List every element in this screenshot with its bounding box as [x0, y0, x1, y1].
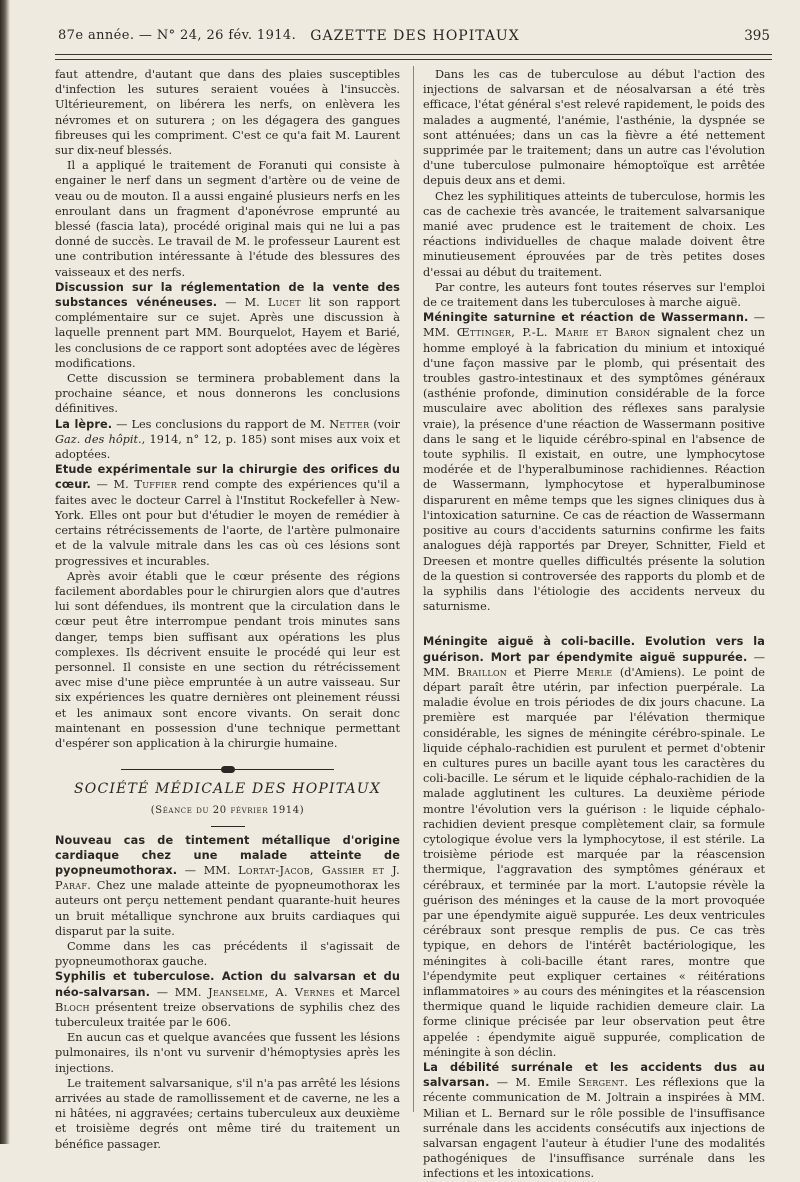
article-heading: Méningite aiguë à coli-bacille. Evolution vers la guérison. Mort par épendymite aiguë suppurée. [423, 635, 765, 664]
author-name: Tuffier [134, 478, 177, 492]
page-number: 395 [744, 28, 770, 44]
article-heading: La lèpre. [55, 417, 113, 431]
article-heading: Syphilis et tuberculose. Action du salvarsan et du néo-salvarsan. [55, 970, 400, 999]
article-heading: Nouveau cas de tintement métallique d'origine cardiaque chez une malade atteinte de pyopneumothorax. [55, 833, 400, 877]
session-date: (Séance du 20 février 1914) [150, 805, 305, 817]
paragraph: Il a appliqué le traitement de Foranuti qui consiste à engainer le nerf dans un segment d'artère ou de veine de veau ou de mouton. Il a aussi engainé plusieurs nerfs en les enroulant dans un fragment d'aponévrose emprunté au blessé (fascia lata), procédé original mais qui ne lui a pas donné de succès. Le travail de M. le professeur Laurent est une contribution intéressante à l'étude des blessures des vaisseaux et des nerfs. [55, 159, 400, 279]
article-syphilis-tuberculose: Syphilis et tuberculose. Action du salvarsan et du néo-salvarsan. — MM. Jeanselme, A. Vernes et Marcel Bloch présentent treize observations de syphilis chez des tuberculeux traitée par le 606. [55, 970, 400, 1029]
author-name: Lucet [267, 296, 301, 310]
author-name: Bloch [55, 1000, 90, 1014]
issue-info: 87e année. — N° 24, 26 fév. 1914. [58, 28, 297, 43]
article-chirurgie-coeur: Etude expérimentale sur la chirurgie des orifices du cœur. — M. Tuffier rend compte des expériences qu'il a faites avec le docteur Carrel à l'Institut Rockefeller à New-York. Elles ont pour but d'étudier le moyen de remédier à certains rétrécissements de l'aorte, de l'artère pulmonaire et de la valvule mitrale dans les cas où ces lésions sont progressives et incurables. [55, 463, 400, 568]
article-tintement-metallique: Nouveau cas de tintement métallique d'origine cardiaque chez une malade atteinte de pyopneumothorax. — MM. Lortat-Jacob, Gassier et J. Paraf. Chez une malade atteinte de pyopneumothorax les auteurs ont perçu nettement pendant quarante-huit heures un bruit métallique synchrone aux bruits cardiaques qui disparut par la suite. [55, 833, 400, 938]
paragraph: Comme dans les cas précédents il s'agissait de pyopneumothorax gauche. [55, 939, 400, 969]
article-heading: La débilité surrénale et les accidents dus au salvarsan. [423, 1061, 765, 1090]
header-rule-thick [55, 54, 772, 55]
article-heading: Etude expérimentale sur la chirurgie des orifices du cœur. [55, 463, 400, 492]
article-heading: Méningite saturnine et réaction de Wassermann. [423, 311, 749, 325]
article-substances-veneneuses: Discussion sur la réglementation de la vente des substances vénéneuses. — M. Lucet lit son rapport complémentaire sur ce sujet. Après une discussion à laquelle prennent part MM. Bourquelot, Hayem et Barié, les conclusions de ce rapport sont adoptées avec de légères modifications. [55, 280, 400, 370]
page-header [58, 28, 772, 48]
paragraph: Chez les syphilitiques atteints de tuberculose, hormis les cas de cachexie très avancée, le traitement salvarsanique manié avec prudence est le traitement de choix. Les réactions individuelles de chaque malade doivent être minutieusement éprouvées par de très petites doses d'essai au début du traitement. [423, 189, 765, 279]
article-meningite-coli-bacille: Méningite aiguë à coli-bacille. Evolution vers la guérison. Mort par épendymite aiguë suppurée. — MM. Braillon et Pierre Merle (d'Amiens). Le point de départ paraît être utérin, par infection puerpérale. La maladie évolue en trois périodes de dix jours chacune. La première est marquée par l'élévation thermique considérable, les signes de méningite cérébro-spinale. Le liquide céphalo-rachidien est purulent et permet d'obtenir en cultures pures un bacille ayant tous les caractères du coli-bacille. Le sérum et le liquide céphalo-rachidien de la malade agglutinent les cultures. La deuxième période montre l'évolution vers la guérison : le liquide céphalo-rachidien devient presque complètement clair, sa formule cytologique évolue vers la lymphocytose, il est stérile. La troisième période est marquée par la réascension thermique, l'aggravation des symptômes généraux et cérébraux, et terminée par la mort. L'autopsie révèle la guérison des méninges et la cause de la mort provoquée par une épendymite aiguë suppurée. Les deux ventricules cérébraux sont presque remplis de pus. Ce cas très typique, en dehors de l'intérêt bactériologique, les méningites à coli-bacille étant rares, montre que l'épendymite peut expliquer certaines « réitérations inflammatoires » au cours des méningites et la réascension thermique quand le liquide rachidien demeure clair. La forme clinique précisée par leur observation peut être appelée : épendymite aiguë suppurée, complication de méningite à son déclin. [423, 635, 765, 1059]
author-names: Œttinger, P.-L. Marie et Baron [456, 326, 651, 340]
paragraph: Après avoir établi que le cœur présente des régions facilement abordables pour le chirurgien alors que d'autres lui sont défendues, ils montrent que la circulation dans le cœur peut être interrompue pendant trois minutes sans danger, temps bien suffisant aux opérations les plus complexes. Ils décrivent ensuite le procédé qui leur est personnel. Il consiste en une section du rétrécissement avec mise d'une pièce empruntée à un autre vaisseau. Sur six expériences les quatre dernières ont pleinement réussi et les animaux sont encore vivants. On serait donc maintenant en possession d'une technique permettant d'espérer son application à la chirurgie humaine. [55, 569, 400, 750]
article-debilite-surrenale: La débilité surrénale et les accidents dus au salvarsan. — M. Emile Sergent. Les réflexions que la récente communication de M. Joltrain a inspirées à MM. Milian et L. Bernard sur le rôle possible de l'insuffisance surrénale dans les accidents consécutifs aux injections de salvarsan engagent l'auteur à étudier l'une des modalités pathogéniques de l'insuffisance surrénale dans les infections et les intoxications. [423, 1061, 765, 1181]
author-name: Sergent [578, 1076, 625, 1090]
column-divider [413, 66, 414, 1112]
journal-title: GAZETTE DES HOPITAUX [310, 28, 520, 44]
header-rule-thin [55, 59, 772, 60]
page-binding-shadow [0, 0, 10, 1144]
paragraph: Cette discussion se terminera probablement dans la prochaine séance, et nous donnerons les conclusions définitives. [55, 372, 400, 416]
author-name: Braillon [457, 665, 508, 679]
journal-reference: Gaz. des hôpit. [55, 432, 142, 446]
author-names: Lortat-Jacob, Gassier et J. Paraf. [55, 863, 400, 893]
article-meningite-saturnine: Méningite saturnine et réaction de Wassermann. — MM. Œttinger, P.-L. Marie et Baron signalent chez un homme employé à la fabrication du minium et intoxiqué d'une façon massive par le plomb, qui présentait des troubles gastro-intestinaux et des symptômes généraux (asthénie profonde, diminution considérable de la force musculaire avec abolition des réflexes sans paralysie vraie), la présence d'une réaction de Wassermann positive dans le sang et le liquide cérébro-spinal en l'absence de toute syphilis. Il existait, en outre, une lymphocytose modérée et de l'hyperalbuminose rachidiennes. Réaction de Wassermann, lymphocytose et hyperalbuminose disparurent en même temps que les signes cliniques dus à l'intoxication saturnine. Ce cas de réaction de Wassermann positive au cours d'accidents saturnins confirme les faits analogues déjà rapportés par Dreyer, Schnitter, Field et Dreesen et montre quelles difficultés présente la solution de la question si controversée des rapports du plomb et de la syphilis dans l'étiologie des accidents nerveux du saturnisme. [423, 311, 765, 614]
paragraph: Le traitement salvarsanique, s'il n'a pas arrêté les lésions arrivées au stade de ramollissement et de caverne, ne les a ni hâtées, ni aggravées; certains tuberculeux aux deuxième et troisième degrés ont même tiré du traitement un bénéfice passager. [55, 1076, 400, 1151]
article-heading: Discussion sur la réglementation de la vente des substances vénéneuses. [55, 280, 400, 310]
short-divider [211, 826, 245, 827]
left-column [55, 67, 400, 1152]
author-name: Merle [576, 665, 613, 679]
paragraph: Par contre, les auteurs font toutes réserves sur l'emploi de ce traitement dans les tuberculoses à marche aiguë. [423, 280, 765, 310]
right-column [423, 67, 765, 1182]
section-ornament [55, 766, 400, 772]
society-heading: SOCIÉTÉ MÉDICALE DES HOPITAUX [73, 781, 381, 798]
author-name: Netter [329, 417, 370, 431]
article-lepre: La lèpre. — Les conclusions du rapport de M. Netter (voir Gaz. des hôpit., 1914, n° 12, p. 185) sont mises aux voix et adoptées. [55, 417, 400, 462]
author-names: Jeanselme, A. Vernes [208, 985, 336, 999]
paragraph: En aucun cas et quelque avancées que fussent les lésions pulmonaires, ils n'ont vu survenir d'hémoptysies après les injections. [55, 1031, 400, 1075]
paragraph: Dans les cas de tuberculose au début l'action des injections de salvarsan et de néosalvarsan a été très efficace, l'état général s'est relevé rapidement, le poids des malades a augmenté, l'anémie, l'asthénie, la dyspnée se sont atténuées; dans un cas la fièvre a été nettement supprimée par le traitement; dans un autre cas l'évolution d'une tuberculose pulmonaire hémoptoïque est arrêtée depuis deux ans et demi. [423, 68, 765, 188]
paragraph: faut attendre, d'autant que dans des plaies susceptibles d'infection les sutures seraient vouées à l'insuccès. Ultérieurement, on libérera les nerfs, on enlèvera les névromes et on suturera ; on les dégagera des gangues fibreuses qui les compriment. C'est ce qu'a fait M. Laurent sur dix-neuf blessés. [55, 68, 400, 158]
